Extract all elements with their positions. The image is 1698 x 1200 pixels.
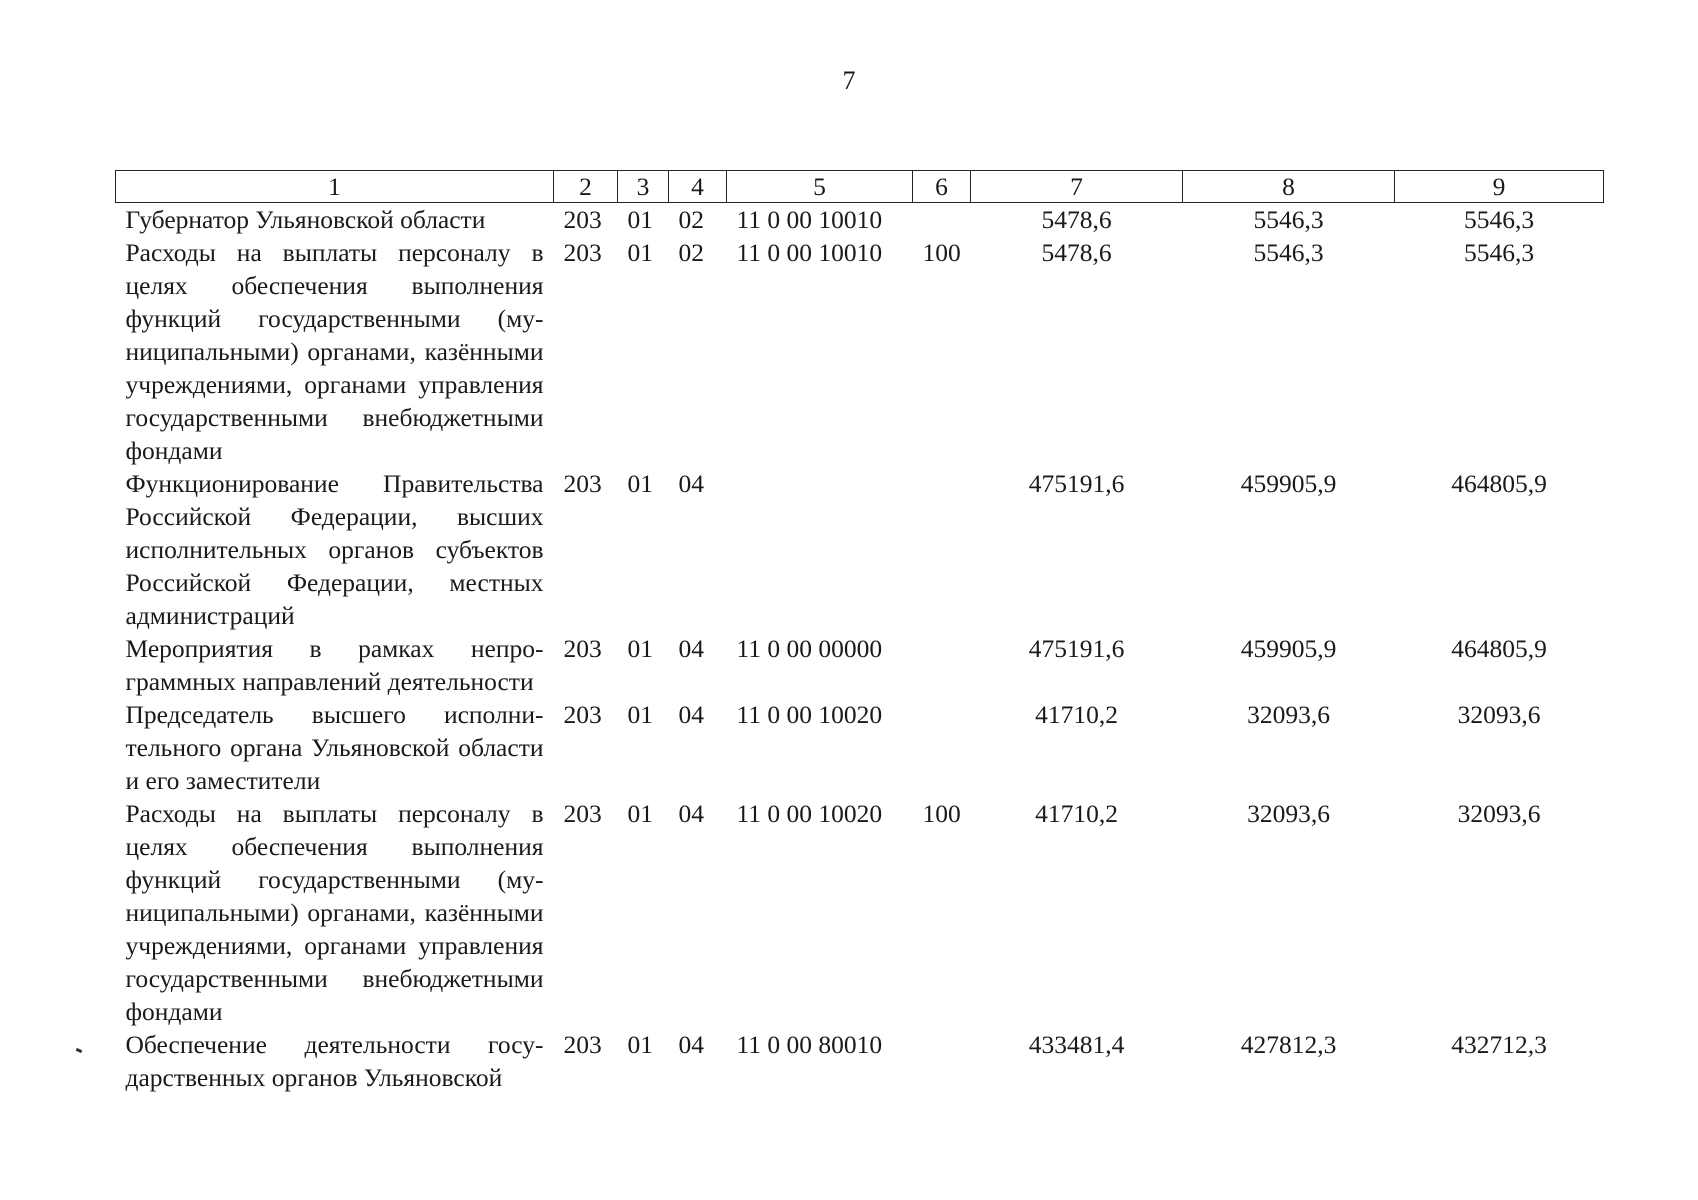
row-amount-col7: 41710,2 xyxy=(1035,799,1118,828)
row-admin-code: 203 xyxy=(563,700,602,729)
row-target-article: 11 0 00 10010 xyxy=(736,238,883,267)
header-col-4: 4 xyxy=(669,171,727,203)
page-number: 7 xyxy=(842,66,856,95)
row-name: Обеспечение деятельности государственных органов Ульяновской xyxy=(125,1030,544,1092)
row-expense-type xyxy=(913,467,971,632)
table-row xyxy=(116,1028,1604,1094)
header-col-9: 9 xyxy=(1395,171,1604,203)
row-target-article: 11 0 00 00000 xyxy=(736,634,883,663)
row-admin-code: 203 xyxy=(563,238,602,267)
header-col-2: 2 xyxy=(554,171,618,203)
row-name: Председатель высшего исполнительного органа Ульяновской области и его заместители xyxy=(125,700,544,795)
row-target-article: 11 0 00 10010 xyxy=(736,205,883,234)
row-name: Функционирование Правительства Российской Федерации, высших исполнительных органов субъектов Российской Федерации, местных администраций xyxy=(125,469,544,630)
header-col-8: 8 xyxy=(1183,171,1395,203)
row-target-article xyxy=(727,467,913,632)
row-expense-type xyxy=(913,698,971,797)
row-admin-code: 203 xyxy=(563,634,602,663)
row-name: Мероприятия в рамках непрограммных направлений деятельности xyxy=(125,634,544,696)
header-col-1: 1 xyxy=(116,171,554,203)
row-expense-type: 100 xyxy=(922,799,961,828)
row-amount-col9: 5546,3 xyxy=(1463,205,1535,234)
row-amount-col9: 5546,3 xyxy=(1463,238,1535,267)
row-amount-col7: 475191,6 xyxy=(1028,469,1125,498)
table-row xyxy=(116,797,1604,1028)
table-row xyxy=(116,632,1604,698)
row-amount-col8: 5546,3 xyxy=(1253,238,1324,267)
row-amount-col7: 5478,6 xyxy=(1041,238,1112,267)
header-col-5: 5 xyxy=(727,171,913,203)
row-amount-col9: 464805,9 xyxy=(1451,634,1547,663)
row-amount-col8: 5546,3 xyxy=(1253,205,1324,234)
row-section: 01 xyxy=(627,205,653,234)
row-target-article: 11 0 00 10020 xyxy=(736,799,883,828)
table-row xyxy=(116,467,1604,632)
row-subsection: 04 xyxy=(678,634,704,663)
row-section: 01 xyxy=(627,469,653,498)
row-amount-col8: 459905,9 xyxy=(1240,469,1337,498)
row-amount-col7: 41710,2 xyxy=(1035,700,1118,729)
budget-table xyxy=(115,170,1604,1094)
row-subsection: 02 xyxy=(678,238,704,267)
row-section: 01 xyxy=(627,799,653,828)
row-target-article: 11 0 00 10020 xyxy=(736,700,883,729)
row-amount-col7: 433481,4 xyxy=(1028,1030,1125,1059)
row-section: 01 xyxy=(627,700,653,729)
row-admin-code: 203 xyxy=(563,1030,602,1059)
row-expense-type xyxy=(913,632,971,698)
row-admin-code: 203 xyxy=(563,205,602,234)
row-amount-col9: 432712,3 xyxy=(1451,1030,1547,1059)
row-section: 01 xyxy=(627,238,653,267)
row-name: Расходы на выплаты персоналу в целях обеспечения выполнения функций государственными (муниципальными) органами, казёнными учреждениями, органами управления государственными внебюджетными фондами xyxy=(125,799,544,1026)
row-amount-col8: 427812,3 xyxy=(1240,1030,1337,1059)
row-target-article: 11 0 00 80010 xyxy=(736,1030,883,1059)
row-admin-code: 203 xyxy=(563,799,602,828)
row-admin-code: 203 xyxy=(563,469,602,498)
table-row xyxy=(116,698,1604,797)
row-amount-col8: 459905,9 xyxy=(1240,634,1337,663)
table-header-row xyxy=(116,171,1604,203)
row-expense-type xyxy=(913,203,971,237)
row-expense-type: 100 xyxy=(922,238,961,267)
row-subsection: 02 xyxy=(678,205,704,234)
row-amount-col8: 32093,6 xyxy=(1247,700,1330,729)
table-row xyxy=(116,236,1604,467)
header-col-7: 7 xyxy=(971,171,1183,203)
row-subsection: 04 xyxy=(678,1030,704,1059)
row-section: 01 xyxy=(627,634,653,663)
row-subsection: 04 xyxy=(678,469,704,498)
row-section: 01 xyxy=(627,1030,653,1059)
header-col-6: 6 xyxy=(913,171,971,203)
row-amount-col7: 475191,6 xyxy=(1028,634,1125,663)
row-subsection: 04 xyxy=(678,799,704,828)
row-amount-col8: 32093,6 xyxy=(1247,799,1330,828)
row-amount-col9: 32093,6 xyxy=(1457,700,1541,729)
row-expense-type xyxy=(913,1028,971,1094)
row-name: Расходы на выплаты персоналу в целях обеспечения выполнения функций государственными (муниципальными) органами, казёнными учреждениями, органами управления государственными внебюджетными фондами xyxy=(125,238,544,465)
row-subsection: 04 xyxy=(678,700,704,729)
header-col-3: 3 xyxy=(618,171,669,203)
row-name: Губернатор Ульяновской области xyxy=(125,205,486,234)
scan-speck xyxy=(76,1048,83,1053)
row-amount-col9: 464805,9 xyxy=(1451,469,1547,498)
row-amount-col9: 32093,6 xyxy=(1457,799,1541,828)
table-row xyxy=(116,203,1604,237)
row-amount-col7: 5478,6 xyxy=(1041,205,1112,234)
